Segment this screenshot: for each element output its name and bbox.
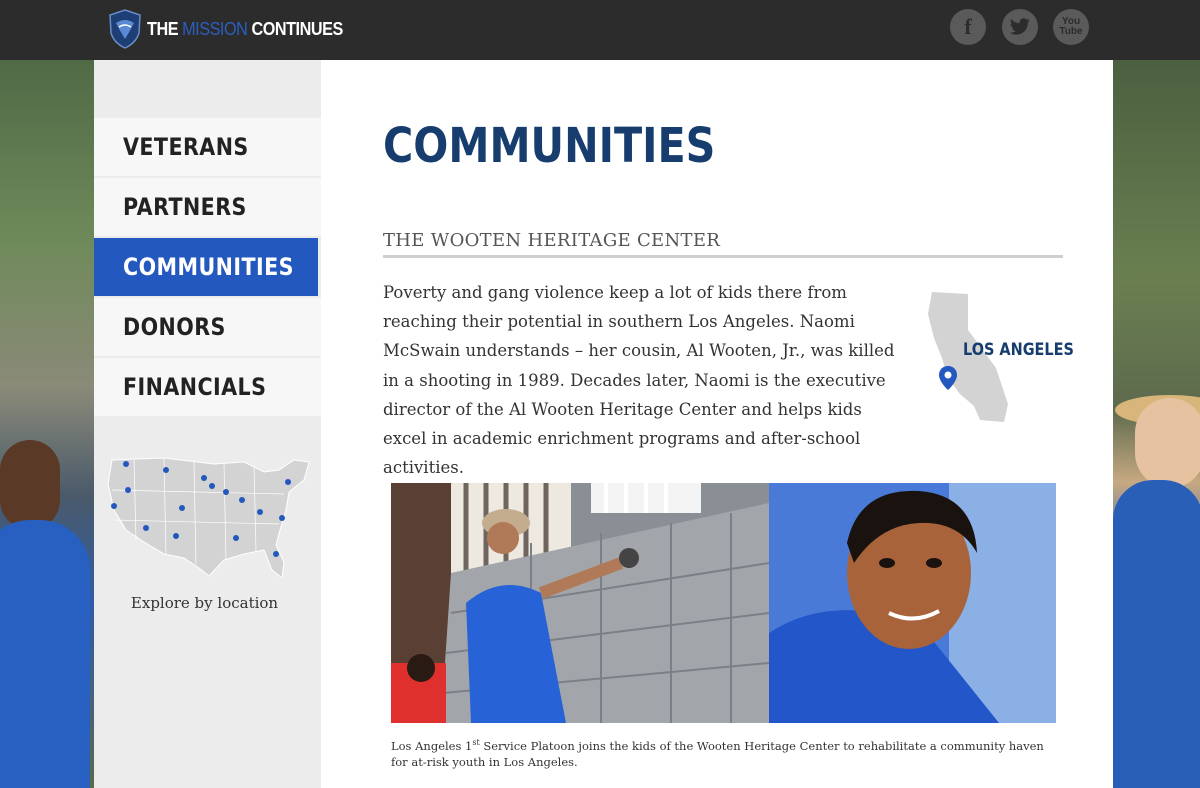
background-photo-left: [0, 60, 94, 788]
youtube-icon[interactable]: You Tube: [1053, 9, 1089, 45]
photo-caption: Los Angeles 1st Service Platoon joins the kids of the Wooten Heritage Center to rehabilitate a community haven for at-risk youth in Los Angeles.: [391, 738, 1044, 769]
sidebar-item-donors[interactable]: DONORS: [94, 298, 321, 356]
sidebar-item-veterans[interactable]: VETERANS: [94, 118, 321, 176]
explore-by-location-link[interactable]: Explore by location: [130, 594, 279, 612]
background-photo-right: [1113, 60, 1200, 788]
sidebar-nav: [94, 118, 321, 418]
shield-logo-icon: [108, 9, 142, 49]
site-logo[interactable]: [108, 9, 365, 49]
site-header: [0, 0, 1200, 60]
sidebar-item-partners[interactable]: PARTNERS: [94, 178, 321, 236]
sidebar: [94, 60, 321, 788]
location-label: LOS ANGELES: [963, 340, 1074, 360]
sidebar-item-communities[interactable]: COMMUNITIES: [94, 238, 318, 296]
us-map-icon[interactable]: [104, 450, 314, 585]
story-photo: [391, 483, 1056, 723]
sidebar-item-financials[interactable]: FINANCIALS: [94, 358, 321, 416]
section-divider: [383, 255, 1063, 258]
location-pin-icon: [938, 365, 958, 391]
facebook-icon[interactable]: f: [950, 9, 986, 45]
photo-smiling-kid: [769, 483, 1056, 723]
logo-wordmark: THE MISSION CONTINUES: [147, 18, 343, 39]
photo-volunteer-painting: [391, 483, 769, 723]
twitter-icon[interactable]: [1002, 9, 1038, 45]
main-content: [321, 60, 1113, 788]
story-text: Poverty and gang violence keep a lot of kids there from reaching their potential in southern Los Angeles. Naomi McSwain understands – her cousin, Al Wooten, Jr., was killed in a shooting in 1989. Decades later, Naomi is the executive director of the Al Wooten Heritage Center and helps kids excel in academic enrichment programs and after-school activities.: [383, 283, 895, 478]
page-title: COMMUNITIES: [383, 118, 716, 174]
section-title: THE WOOTEN HERITAGE CENTER: [383, 230, 721, 251]
